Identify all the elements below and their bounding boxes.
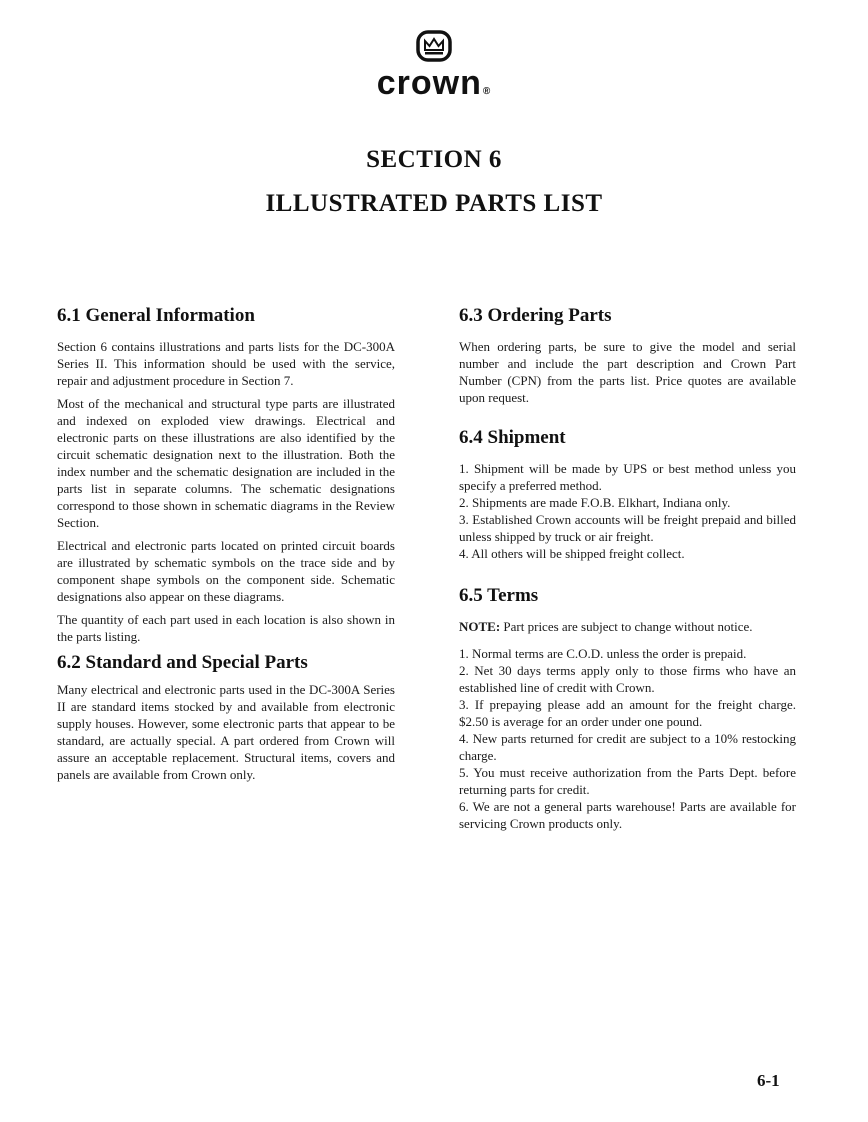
list-item: 6. We are not a general parts warehouse! Parts are available for servicing Crown products only. bbox=[459, 799, 796, 831]
terms-note bbox=[459, 618, 796, 635]
heading-general-information: 6.1 General Information bbox=[57, 305, 255, 326]
paragraph: The quantity of each part used in each location is also shown in the parts listing. bbox=[57, 612, 395, 644]
list-item: 1. Normal terms are C.O.D. unless the order is prepaid. bbox=[459, 646, 747, 661]
list-item: 2. Shipments are made F.O.B. Elkhart, Indiana only. bbox=[459, 495, 731, 510]
note-label: NOTE: bbox=[459, 619, 501, 634]
crown-emblem-icon bbox=[416, 30, 452, 62]
crown-logo bbox=[0, 30, 868, 109]
heading-ordering-parts: 6.3 Ordering Parts bbox=[459, 305, 612, 326]
section-title: ILLUSTRATED PARTS LIST bbox=[265, 190, 603, 217]
paragraph: Section 6 contains illustrations and parts lists for the DC-300A Series II. This information should be used with the service, repair and adjustment procedure in Section 7. bbox=[57, 339, 395, 388]
heading-standard-special-parts: 6.2 Standard and Special Parts bbox=[57, 652, 308, 673]
list-item: 1. Shipment will be made by UPS or best method unless you specify a preferred method. bbox=[459, 461, 796, 493]
list-item: 4. New parts returned for credit are subject to a 10% restocking charge. bbox=[459, 731, 796, 763]
paragraph: Electrical and electronic parts located on printed circuit boards are illustrated by schematic symbols on the trace side and by component shape symbols on the component side. Schematic designations also appear on these diagrams. bbox=[57, 538, 395, 604]
page-number: 6-1 bbox=[757, 1071, 780, 1090]
list-item: 2. Net 30 days terms apply only to those firms who have an established line of credit with Crown. bbox=[459, 663, 796, 695]
list-item: 4. All others will be shipped freight collect. bbox=[459, 546, 685, 561]
left-column bbox=[57, 304, 395, 789]
paragraph: Many electrical and electronic parts used in the DC-300A Series II are standard items stocked by and available from electronic supply houses. However, some electronic parts that appear to be standard, are actually special. A part ordered from Crown will assure an acceptable replacement. Structural items, covers and panels are available from Crown only. bbox=[57, 682, 395, 782]
right-column bbox=[459, 304, 796, 832]
heading-terms: 6.5 Terms bbox=[459, 585, 539, 606]
paragraph: When ordering parts, be sure to give the model and serial number and include the part description and Crown Part Number (CPN) from the parts list. Price quotes are available upon request. bbox=[459, 339, 796, 405]
crown-wordmark: crown® bbox=[376, 64, 492, 102]
paragraph: Most of the mechanical and structural type parts are illustrated and indexed on exploded view drawings. Electrical and electronic parts on these illustrations are also identified by the circuit schematic designation next to the illustration. Both the index number and the schematic designation are included in the parts list in separate columns. The schematic designations correspond to those shown in schematic diagrams in the Review Section. bbox=[57, 396, 395, 530]
list-item: 3. Established Crown accounts will be freight prepaid and billed unless shipped by truck or air freight. bbox=[459, 512, 796, 544]
list-item: 3. If prepaying please add an amount for the freight charge. $2.50 is average for an order under one pound. bbox=[459, 697, 796, 729]
section-number: SECTION 6 bbox=[366, 146, 502, 173]
list-item: 5. You must receive authorization from the Parts Dept. before returning parts for credit. bbox=[459, 765, 796, 797]
note-text: Part prices are subject to change without notice. bbox=[500, 619, 753, 634]
heading-shipment: 6.4 Shipment bbox=[459, 427, 566, 448]
